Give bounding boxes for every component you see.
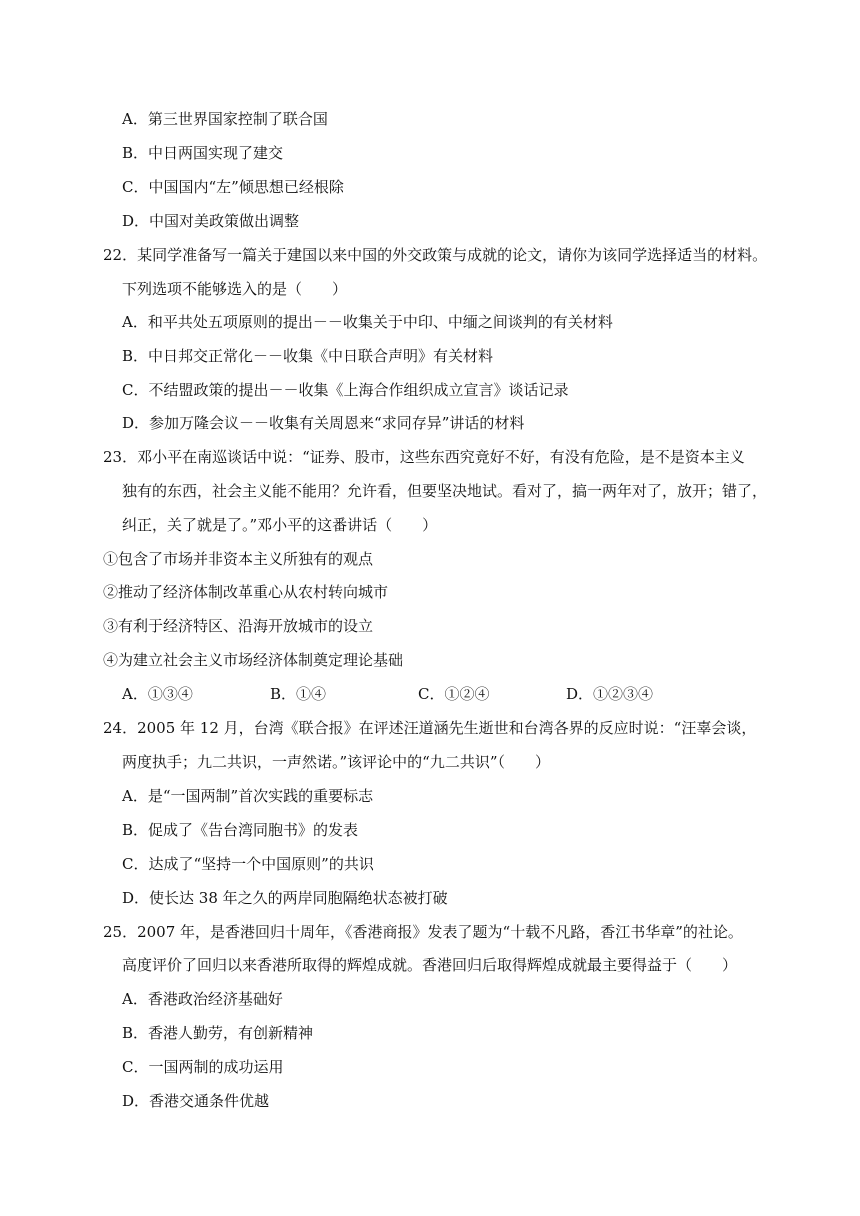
q24-option-a: A．是“一国两制”首次实践的重要标志 <box>122 787 374 805</box>
q25-option-c: C．一国两制的成功运用 <box>122 1058 284 1076</box>
q22-stem-line1: 22．某同学准备写一篇关于建国以来中国的外交政策与成就的论文，请你为该同学选择适当的材料。 <box>103 246 768 264</box>
q23-option-c: C．①②④ <box>418 685 490 703</box>
q25-stem-line1: 25．2007 年，是香港回归十周年，《香港商报》发表了题为“十载不凡路，香江书华章”的社论。 <box>103 923 743 941</box>
q22-option-d: D．参加万隆会议－－收集有关周恩来“求同存异”讲话的材料 <box>122 414 525 432</box>
q23-option-d: D．①②③④ <box>566 685 654 703</box>
q25-stem-line2: 高度评价了回归以来香港所取得的辉煌成就。香港回归后取得辉煌成就最主要得益于（ ） <box>122 956 738 974</box>
q23-item-4: ④为建立社会主义市场经济体制奠定理论基础 <box>103 651 404 669</box>
q21-option-a: A．第三世界国家控制了联合国 <box>122 110 328 128</box>
q23-stem-line2: 独有的东西，社会主义能不能用？允许看，但要坚决地试。看对了，搞一两年对了，放开；错了， <box>122 482 768 500</box>
q23-stem-line3: 纠正，关了就是了。”邓小平的这番讲话（ ） <box>122 516 438 534</box>
q24-option-b: B．促成了《告台湾同胞书》的发表 <box>122 821 359 839</box>
q21-option-b: B．中日两国实现了建交 <box>122 144 284 162</box>
q25-option-a: A．香港政治经济基础好 <box>122 990 283 1008</box>
q21-option-d: D．中国对美政策做出调整 <box>122 212 300 230</box>
q25-option-d: D．香港交通条件优越 <box>122 1092 270 1110</box>
q24-option-c: C．达成了“坚持一个中国原则”的共识 <box>122 855 374 873</box>
q23-item-3: ③有利于经济特区、沿海开放城市的设立 <box>103 617 374 635</box>
q24-stem-line1: 24．2005 年 12 月，台湾《联合报》在评述汪道涵先生逝世和台湾各界的反应时说：“汪辜会谈， <box>103 719 757 737</box>
q22-option-b: B．中日邦交正常化－－收集《中日联合声明》有关材料 <box>122 347 494 365</box>
q21-option-c: C．中国国内“左”倾思想已经根除 <box>122 178 344 196</box>
q25-option-b: B．香港人勤劳，有创新精神 <box>122 1024 314 1042</box>
q23-option-b: B．①④ <box>270 685 327 703</box>
q24-option-d: D．使长达 38 年之久的两岸同胞隔绝状态被打破 <box>122 889 448 907</box>
q22-option-a: A．和平共处五项原则的提出－－收集关于中印、中缅之间谈判的有关材料 <box>122 313 613 331</box>
q23-item-1: ①包含了市场并非资本主义所独有的观点 <box>103 550 374 568</box>
q24-stem-line2: 两度执手；九二共识，一声然诺。”该评论中的“九二共识”（ ） <box>122 753 551 771</box>
q22-option-c: C．不结盟政策的提出－－收集《上海合作组织成立宣言》谈话记录 <box>122 381 569 399</box>
q22-stem-line2: 下列选项不能够选入的是（ ） <box>122 280 348 298</box>
q23-option-a: A．①③④ <box>122 685 193 703</box>
q23-options-row <box>0 684 860 704</box>
q23-item-2: ②推动了经济体制改革重心从农村转向城市 <box>103 583 389 601</box>
q23-stem-line1: 23．邓小平在南巡谈话中说：“证券、股市，这些东西究竟好不好，有没有危险，是不是资本主义 <box>103 448 745 466</box>
